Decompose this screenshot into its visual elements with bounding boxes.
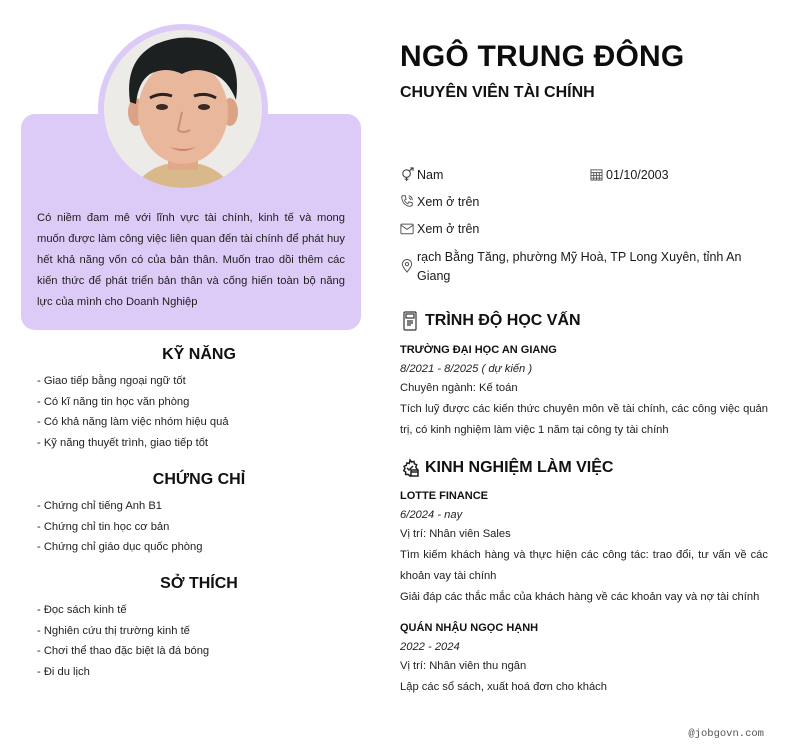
- mail-icon: [399, 220, 415, 236]
- gender-value: Nam: [417, 168, 444, 182]
- experience-line: Vị trí: Nhân viên Sales: [400, 528, 511, 540]
- list-item: - Có kĩ năng tin học văn phòng: [37, 395, 190, 408]
- education-entry: [400, 341, 768, 441]
- education-title: [400, 311, 581, 331]
- list-item: - Đọc sách kinh tế: [37, 604, 127, 616]
- email-value: Xem ở trên: [417, 222, 480, 236]
- location-pin-icon: [399, 258, 415, 274]
- experience-line: Vị trí: Nhân viên thu ngân: [400, 660, 527, 672]
- experience-period: 2022 - 2024: [400, 641, 460, 653]
- list-item: - Đi du lịch: [37, 666, 90, 679]
- certificates-list: [37, 496, 202, 558]
- hobbies-list: [37, 600, 209, 683]
- address-value: rạch Bằng Tăng, phường Mỹ Hoà, TP Long Xuyên, tỉnh An Giang: [417, 250, 742, 283]
- education-title-text: TRÌNH ĐỘ HỌC VẤN: [425, 312, 581, 329]
- experience-entry: [400, 619, 768, 698]
- education-org: TRƯỜNG ĐẠI HỌC AN GIANG: [400, 344, 557, 356]
- avatar-photo-icon: [104, 30, 262, 188]
- experience-title: [400, 458, 613, 478]
- phone-value: Xem ở trên: [417, 195, 480, 209]
- experience-org: QUÁN NHẬU NGỌC HẠNH: [400, 622, 539, 634]
- gender-row: [399, 166, 443, 185]
- birthday-value: 01/10/2003: [606, 168, 669, 182]
- certificates-title: CHỨNG CHỈ: [152, 471, 246, 488]
- watermark: @jobgovn.com: [688, 728, 764, 740]
- list-item: - Chơi thể thao đặc biệt là đá bóng: [37, 645, 210, 658]
- list-item: - Kỹ năng thuyết trình, giao tiếp tốt: [37, 437, 209, 450]
- list-item: - Giao tiếp bằng ngoại ngữ tốt: [37, 375, 186, 387]
- education-certificate-icon: [400, 311, 420, 331]
- experience-line: Giải đáp các thắc mắc của khách hàng về các khoản vay và nợ tài chính: [400, 591, 760, 603]
- experience-title-text: KINH NGHIỆM LÀM VIỆC: [425, 459, 614, 476]
- education-line: Tích luỹ được các kiến thức chuyên môn về tài chính, các công việc quản trị, có kinh nghiệm làm việc 1 năm tại công ty tài chính: [400, 403, 768, 436]
- list-item: - Chứng chỉ tin học cơ bản: [37, 520, 170, 533]
- list-item: - Chứng chỉ giáo dục quốc phòng: [37, 541, 203, 554]
- summary-text: Có niềm đam mê với lĩnh vực tài chính, kinh tế và mong muốn được làm công việc liên quan đến tài chính để phát huy hết khả năng vốn có của bản thân. Muốn trao dồi thêm các kiến thức để phát triển bản thân và cống hiến toàn bộ năng lực của mình cho Doanh Nghiệp: [37, 212, 345, 308]
- job-title: CHUYÊN VIÊN TÀI CHÍNH: [400, 84, 595, 101]
- list-item: - Chứng chỉ tiếng Anh B1: [37, 500, 163, 512]
- birthday-row: [588, 166, 669, 185]
- experience-org: LOTTE FINANCE: [400, 490, 488, 502]
- experience-period: 6/2024 - nay: [400, 509, 463, 521]
- work-experience-gear-icon: [400, 458, 420, 478]
- skills-list: [37, 371, 229, 454]
- phone-row: [399, 193, 479, 212]
- avatar: [104, 30, 262, 188]
- left-column: [0, 0, 380, 750]
- address-row: [399, 248, 769, 286]
- phone-icon: [399, 193, 415, 209]
- education-line: Chuyên ngành: Kế toán: [400, 382, 518, 394]
- email-row: [399, 220, 479, 239]
- skills-title: KỸ NĂNG: [162, 346, 236, 363]
- list-item: - Nghiên cứu thị trường kinh tế: [37, 624, 190, 637]
- list-item: - Có khả năng làm việc nhóm hiệu quả: [37, 416, 229, 429]
- education-period: 8/2021 - 8/2025 ( dự kiến ): [400, 363, 533, 375]
- gender-icon: [399, 166, 415, 182]
- candidate-name: NGÔ TRUNG ĐÔNG: [400, 40, 685, 73]
- experience-line: Lập các sổ sách, xuất hoá đơn cho khách: [400, 681, 607, 693]
- experience-line: Tìm kiếm khách hàng và thực hiện các công tác: trao đổi, tư vấn về các khoản vay tài chính: [400, 549, 768, 582]
- calendar-icon: [588, 166, 604, 182]
- experience-entry: [400, 487, 768, 608]
- hobbies-title: SỞ THÍCH: [160, 575, 238, 592]
